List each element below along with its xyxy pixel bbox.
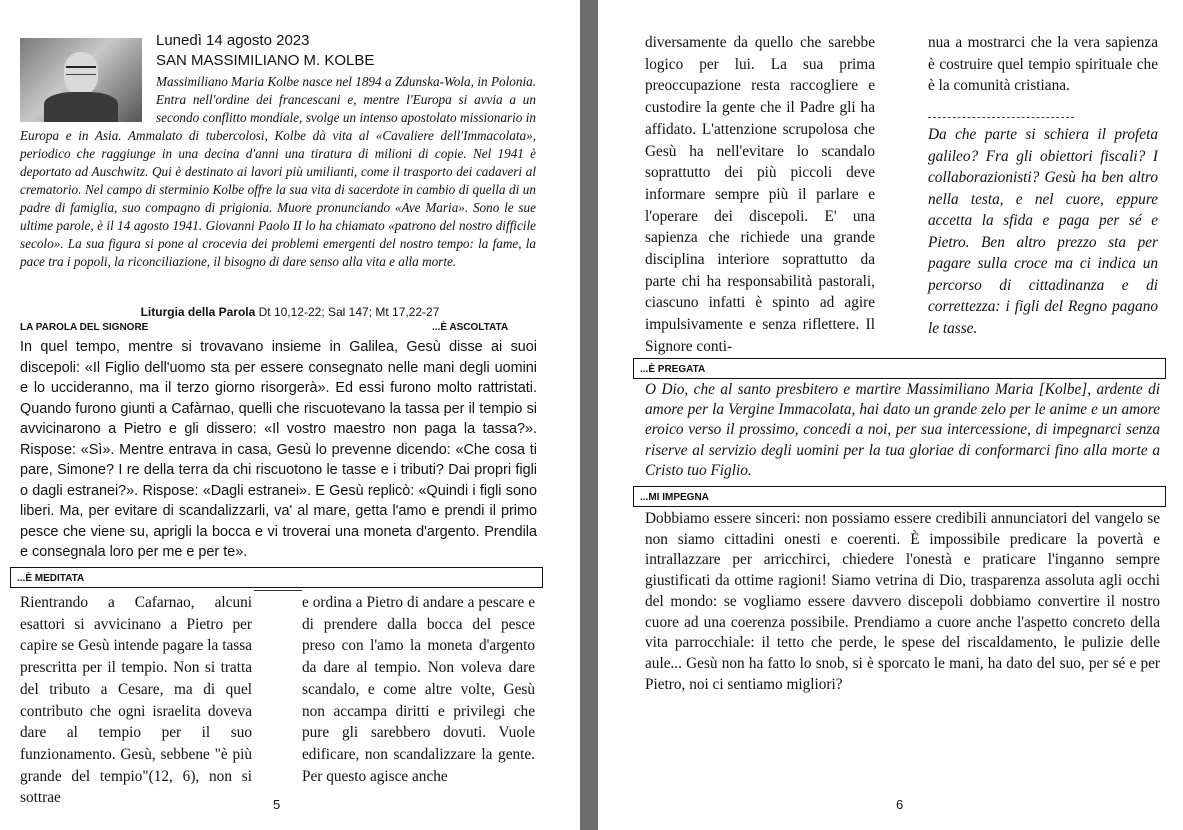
liturgy-line xyxy=(0,305,580,319)
liturgy-refs: Dt 10,12-22; Sal 147; Mt 17,22-27 xyxy=(255,305,440,319)
date-heading: Lunedì 14 agosto 2023 xyxy=(156,32,310,49)
page-gutter xyxy=(580,0,598,830)
prayer-text: O Dio, che al santo presbitero e martire Massimiliano Maria [Kolbe], ardente di amore per la Vergine Immacolata, hai dato un grande zelo per le anime e un amore eroico verso il prossimo, concedi a noi, per sua intercessione, di impegnarci senza riserve al servizio degli uomini per la tua gloriae di conformarci fino alla morte a Cristo tuo Figlio. xyxy=(645,381,1160,479)
left-page xyxy=(0,0,580,830)
page-number-left: 5 xyxy=(273,797,281,812)
meditation-col-1: Rientrando a Cafarnao, alcuni esattori si avvicinano a Pietro per capire se Gesù intende pagare la tassa prescritta per il tempio. Non si tratta del tributo a Cesare, ma di quel contributo che ogni israelita doveva dare al tempio per il suo funzionamento. Gesù, sebbene "è più grande del tempio"(12, 6), non si sottrae xyxy=(20,594,252,807)
section-parola: LA PAROLA DEL SIGNORE xyxy=(20,322,149,333)
gospel-text: In quel tempo, mentre si trovavano insieme in Galilea, Gesù disse ai suoi discepoli: «Il Figlio dell'uomo sta per essere consegnato nelle mani degli uomini e lo uccideranno, ma il terzo giorno risorgerà». Ed essi furono molto rattristati. Quando furono giunti a Cafàrnao, quelli che riscuotevano la tassa per il tempio si avvicinarono a Pietro e gli dissero: «Il vostro maestro non paga la tassa?». Rispose: «Sì». Mentre entrava in casa, Gesù lo prevenne dicendo: «Che cosa ti pare, Simone? I re della terra da chi riscuotono le tasse e i tributi? Dai propri figli o dagli estranei?». Rispose: «Dagli estranei». E Gesù replicò: «Quindi i figli sono liberi. Ma, per evitare di scandalizzarli, va' al mare, getta l'amo e prendi il primo pesce che viene su, aprigli la bocca e vi troverai una moneta d'argento. Prendila e consegnala loro per me e per te». xyxy=(20,339,537,560)
meditation-question: Da che parte si schiera il profeta galileo? Fra gli obiettori fiscali? I collaborazionisti? Gesù ha ben altro nella testa, e nel cuore, eppure accetta la sfida e paga per sé e Pietro. Ben altro prezzo sta per pagare sulla croce ma ci indica un percorso di cittadinanza e di correttezza: i figli del Regno pagano le tasse. xyxy=(928,126,1158,337)
meditation-col-2: e ordina a Pietro di andare a pescare e di prendere dalla bocca del pesce preso con l'amo la moneta d'argento da dare al tempio. Non voleva dare scandalo, e come altre volte, Gesù non accampa diritti e privilegi che pure gli sarebbero dovuti. Vuole edificare, non scandalizzare la gente. Per questo agisce anche xyxy=(302,594,535,785)
meditation-col-4: nua a mostrarci che la vera sapienza è costruire quel tempio spirituale che è la comunità cristiana. xyxy=(928,34,1158,95)
saint-biography: Massimiliano Maria Kolbe nasce nel 1894 a Zdunska-Wola, in Polonia. Entra nell'ordine dei francescani e, mentre l'Europa si avvia a un secondo conflitto mondiale, svolge un intenso apostolato missionario in Europa e in Asia. Ammalato di tubercolosi, Kolbe dà vita al «Cavaliere dell'Immacolata», periodico che raggiunge in una decina d'anni una tiratura di milioni di copie. Nel 1941 è deportato ad Auschwitz. Qui è destinato ai lavori più umilianti, come il trasporto dei cadaveri al crematorio. Nel campo di sterminio Kolbe offre la sua vita di sacerdote in cambio di quella di un padre di famiglia, suo compagno di prigionia. Muore pronunciando «Ave Maria». Sono le sue ultime parole, è il 14 agosto 1941. Giovanni Paolo II lo ha chiamato «patrono del nostro difficile secolo». La sua figura si pone al crocevia dei problemi emergenti del nostro tempo: la fame, la pace tra i popoli, la riconciliazione, il bisogno di dare senso alla vita e alla morte. xyxy=(20,74,536,269)
section-pregata: ...È PREGATA xyxy=(633,358,1166,379)
section-impegna: ...MI IMPEGNA xyxy=(633,486,1166,507)
page-number-right: 6 xyxy=(896,797,904,812)
column-divider xyxy=(254,590,302,591)
section-meditata: ...È MEDITATA xyxy=(10,567,543,588)
commitment-text: Dobbiamo essere sinceri: non possiamo essere credibili annunciatori del vangelo se non siamo cittadini onesti e coerenti. È impossibile predicare la povertà e intrallazzare per arricchirci, chiedere l'onestà e praticare l'inganno sempre giustificati da ottime ragioni! Siamo vetrina di Dio, trasparenza assoluta agli occhi del mondo: se vogliamo essere davvero discepoli dobbiamo convertire il nostro cuore ad una coerenza possibile. Prendiamo a cuore anche l'aspetto concreto della vita parrocchiale: il tetto che perde, le spese del riscaldamento, le pulizie delle aule... Gesù non ha fatto lo snob, si è sporcato le mani, ha dato del suo, per sé e per Pietro, noi ci sentiamo migliori? xyxy=(645,510,1160,693)
saint-name: SAN MASSIMILIANO M. KOLBE xyxy=(156,52,375,69)
section-ascoltata: ...È ASCOLTATA xyxy=(432,322,509,333)
liturgy-label: Liturgia della Parola xyxy=(140,305,256,319)
dashed-divider xyxy=(928,117,1074,118)
meditation-col-3: diversamente da quello che sarebbe logico per lui. La sua prima preoccupazione resta raccogliere e custodire la gente che il Padre gli ha affidato. L'attenzione scrupolosa che Gesù ha nell'evitare lo scandalo soprattutto dei più piccoli deve informare sempre più il parlare e l'operare dei discepoli. E' una sapienza che richiede una grande disciplina interiore soprattutto da parte chi ha responsabilità pastorali, ciascuno infatti è spinto ad agire impulsivamente e senza riflettere. Il Signore conti- xyxy=(645,34,875,355)
